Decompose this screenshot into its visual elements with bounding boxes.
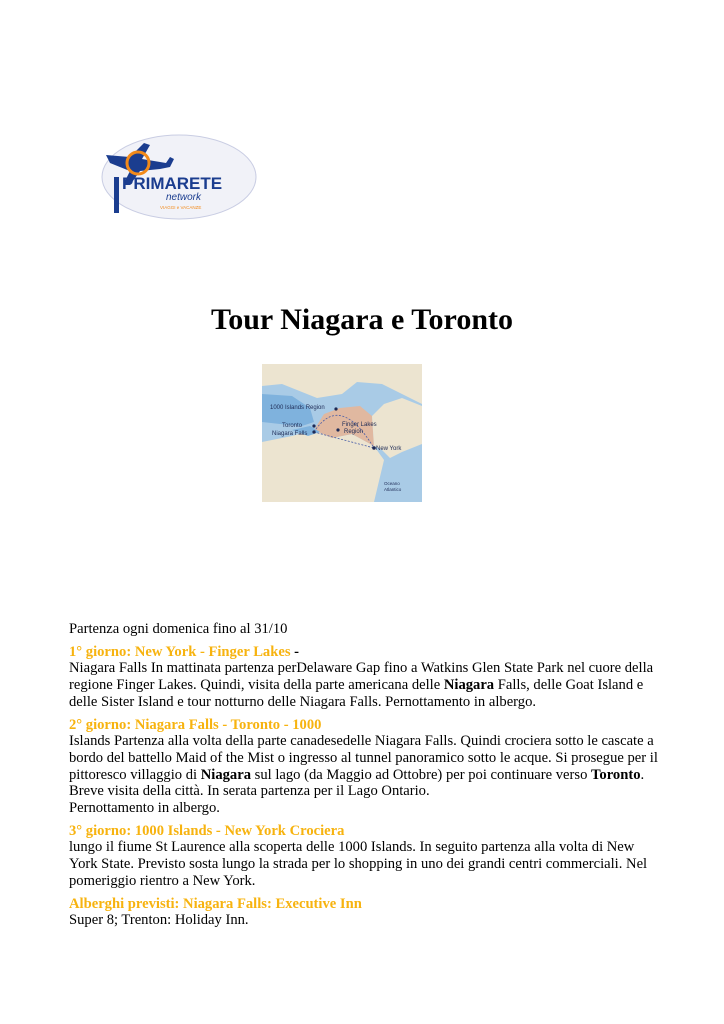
map-label-islands: 1000 Islands Region: [270, 405, 325, 411]
map-label-atlantico: Atlantico: [384, 487, 402, 492]
logo-subtext: network: [166, 192, 202, 203]
day3-section: [69, 823, 661, 890]
logo-tagline: VIAGGI e VACANZE: [160, 205, 202, 210]
day2-heading: 2° giorno: Niagara Falls - Toronto - 1000: [69, 716, 322, 733]
map-label-newyork: New York: [376, 446, 402, 452]
hotels-heading: Alberghi previsti: Niagara Falls: Executive Inn: [69, 895, 362, 912]
day2-text4: Pernottamento in albergo.: [69, 800, 220, 817]
tour-route-map: [262, 364, 422, 502]
day1-text2: Falls, delle Goat Island e delle Sister Island e tour notturno delle Niagara Falls. Pernottamento in albergo.: [69, 677, 644, 710]
day1-dash: -: [290, 643, 300, 660]
day1-bold1: Niagara: [443, 677, 495, 694]
primarete-logo: [100, 133, 258, 221]
map-label-toronto: Toronto: [282, 423, 303, 429]
day1-label: 1° giorno: [69, 643, 127, 660]
page-title: Tour Niagara e Toronto: [210, 303, 513, 336]
day2-bold1: Niagara: [200, 766, 251, 783]
map-label-oceano: Oceano: [384, 481, 400, 486]
logo-text: PRIMARETE: [122, 174, 223, 193]
day2-text2: sul lago (da Maggio ad Ottobre) per poi continuare verso: [251, 766, 592, 783]
itinerary: [69, 621, 661, 935]
map-label-finger: Finger Lakes: [342, 422, 377, 428]
map-label-niagara: Niagara Falls: [272, 431, 308, 437]
day2-bold2: Toronto: [591, 766, 641, 783]
day2-text1: Islands Partenza alla volta della parte canadesedelle Niagara Falls. Quindi crociera sotto le cascate a bordo del battello Maid of the Mist o ingresso al tunnel panoramico sotto le acque. Si prosegue per il pittoresco villaggio di: [69, 733, 658, 783]
day3-heading: 3° giorno: 1000 Islands - New York Crociera: [69, 822, 345, 839]
hotels-text: Super 8; Trenton: Holiday Inn.: [69, 912, 249, 929]
day1-text1: Niagara Falls In mattinata partenza perDelaware Gap fino a Watkins Glen State Park nel cuore della regione Finger Lakes. Quindi, visita della parte americana delle: [69, 660, 654, 694]
day1-route: : New York - Finger Lakes: [126, 643, 291, 660]
map-label-region: Region: [344, 429, 364, 435]
day1-heading: [69, 644, 291, 660]
day2-text3: . Breve visita della città. In serata partenza per il Lago Ontario.: [69, 766, 645, 800]
day2-section: [69, 717, 661, 817]
day3-text: lungo il fiume St Laurence alla scoperta delle 1000 Islands. In seguito partenza alla volta di New York State. Previsto sosta lungo la strada per lo shopping in uno dei grandi centri commerciali. Nel pomeriggio rientro a New York.: [69, 839, 648, 889]
hotels-section: [69, 896, 661, 929]
day1-section: [69, 644, 661, 711]
intro-text: Partenza ogni domenica fino al 31/10: [69, 621, 288, 637]
